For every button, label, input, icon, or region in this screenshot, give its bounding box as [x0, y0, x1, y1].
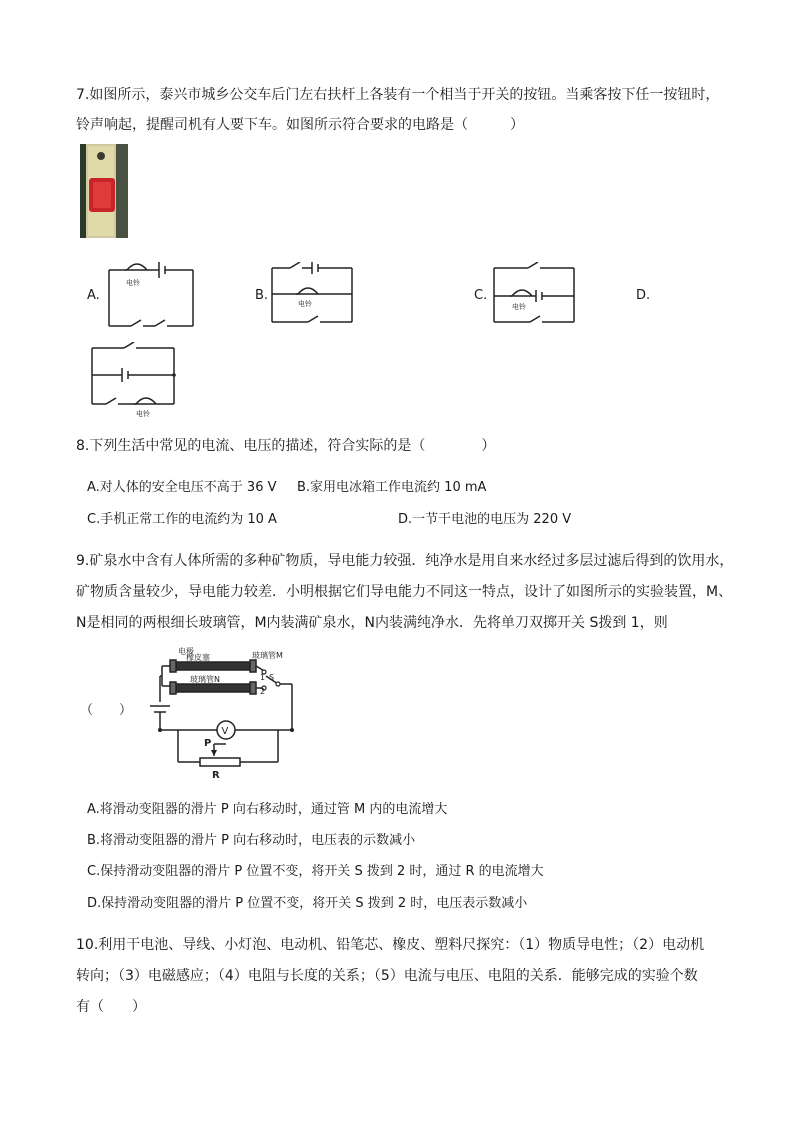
q9-option-b: B.将滑动变阻器的滑片 P 向右移动时，电压表的示数减小 [87, 833, 416, 848]
q7-option-c-label: C. [474, 288, 488, 303]
q9-electrode-label: 电极 [178, 647, 194, 656]
q10-text-line3: 有（ ） [76, 999, 146, 1015]
q9-option-c: C.保持滑动变阻器的滑片 P 位置不变，将开关 S 拨到 2 时，通过 R 的电流增大 [87, 864, 544, 879]
q9-switch-2-label: 2 [260, 687, 266, 696]
q10-text-line2: 转向；（3）电磁感应；（4）电阻与长度的关系；（5）电流与电压、电阻的关系．能够完成的实验个数 [76, 968, 698, 984]
q9-option-d: D.保持滑动变阻器的滑片 P 位置不变，将开关 S 拨到 2 时，电压表示数减小 [87, 896, 528, 911]
q9-text-line3: N是相同的两根细长玻璃管，M内装满矿泉水，N内装满纯净水．先将单刀双掷开关 S拨到 1，则 [76, 615, 668, 631]
q8-option-a: A.对人体的安全电压不高于 36 V [87, 480, 277, 495]
q9-switch-1-label: 1 [260, 673, 266, 682]
circuit-c-diagram [490, 262, 580, 328]
q10-text-line1: 10.利用干电池、导线、小灯泡、电动机、铅笔芯、橡皮、塑料尺探究：（1）物质导电性；（2）电动机 [76, 937, 705, 953]
q9-switch-s-label: S [269, 673, 275, 682]
q9-text-line1: 9.矿泉水中含有人体所需的多种矿物质，导电能力较强．纯净水是用自来水经过多层过滤后得到的饮用水， [76, 553, 734, 569]
q9-voltmeter-label: V [221, 726, 229, 737]
circuit-a-diagram [105, 258, 197, 332]
circuit-c-bell-label: 电铃 [512, 303, 526, 311]
q8-option-d: D.一节干电池的电压为 220 V [398, 512, 572, 527]
q7-text-line2: 铃声响起，提醒司机有人要下车。如图所示符合要求的电路是（ ） [76, 117, 524, 133]
circuit-b-diagram [268, 262, 358, 328]
q7-option-d-label: D. [636, 288, 651, 303]
q9-stopper-label: 橡皮塞 [186, 653, 210, 662]
q8-stem: 8.下列生活中常见的电流、电压的描述，符合实际的是（ ） [76, 438, 496, 454]
circuit-d-diagram [88, 342, 180, 418]
q7-text-line1: 7.如图所示，泰兴市城乡公交车后门左右扶杆上各装有一个相当于开关的按钮。当乘客按下任一按钮时， [76, 87, 720, 103]
q9-tube-m-label: 玻璃管M [252, 651, 283, 660]
q9-text-line2: 矿物质含量较少，导电能力较差．小明根据它们导电能力不同这一特点，设计了如图所示的实验装置，M、 [76, 584, 733, 600]
q7-option-b-label: B. [255, 288, 269, 303]
q8-option-b: B.家用电冰箱工作电流约 10 mA [297, 480, 487, 495]
circuit-a-bell-label: 电铃 [126, 279, 140, 287]
q8-option-c: C.手机正常工作的电流约为 10 A [87, 512, 277, 527]
q7-option-a-label: A. [87, 288, 100, 303]
q9-resistor-r-label: R [212, 770, 220, 781]
q9-slider-p-label: P [204, 738, 212, 749]
bus-button-photo [80, 144, 128, 238]
q9-option-a: A.将滑动变阻器的滑片 P 向右移动时，通过管 M 内的电流增大 [87, 802, 448, 817]
q9-apparatus-diagram [148, 646, 298, 786]
q9-answer-paren: （ ） [80, 703, 133, 718]
circuit-d-bell-label: 电铃 [136, 410, 150, 418]
circuit-b-bell-label: 电铃 [298, 300, 312, 308]
q9-tube-n-label: 玻璃管N [190, 675, 220, 684]
